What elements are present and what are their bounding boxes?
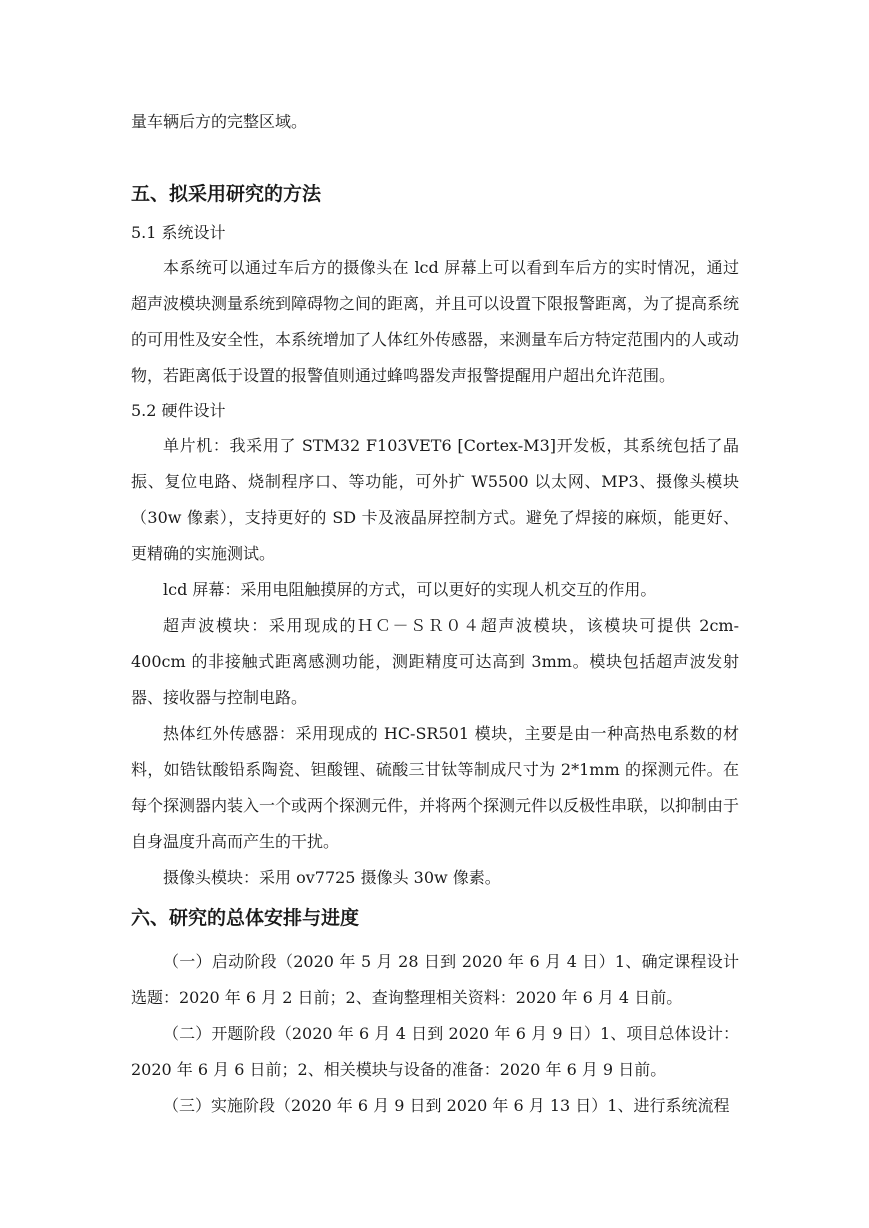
lcd-paragraph: lcd 屏幕：采用电阻触摸屏的方式，可以更好的实现人机交互的作用。 <box>163 580 657 599</box>
schedule-stage-3-paragraph: （三）实施阶段（2020 年 6 月 9 日到 2020 年 6 月 13 日）1、进行系统流程 <box>163 1096 730 1115</box>
document-body <box>131 104 739 1124</box>
system-design-paragraph: 本系统可以通过车后方的摄像头在 lcd 屏幕上可以看到车后方的实时情况，通过超声波模块测量系统到障碍物之间的距离，并且可以设置下限报警距离，为了提高系统的可用性及安全性，本系统增加了人体红外传感器，来测量车后方特定范围内的人或动物，若距离低于设置的报警值则通过蜂鸣器发声报警提醒用户超出允许范围。 <box>131 258 740 385</box>
section-6-title: 六、研究的总体安排与进度 <box>131 907 360 929</box>
infrared-sensor-paragraph: 热体红外传感器：采用现成的 HC-SR501 模块，主要是由一种高热电系数的材料，如锆钛酸铅系陶瓷、钽酸锂、硫酸三甘钛等制成尺寸为 2*1mm 的探测元件。在每个探测器内装入一个或两个探测元件，并将两个探测元件以反极性串联，以抑制由于自身温度升高而产生的干扰。 <box>131 724 740 851</box>
mcu-paragraph: 单片机：我采用了 STM32 F103VET6 [Cortex-M3]开发板，其系统包括了晶振、复位电路、烧制程序口、等功能，可外扩 W5500 以太网、MP3、摄像头模块（30w 像素），支持更好的 SD 卡及液晶屏控制方式。避免了焊接的麻烦，能更好、更精确的实施测试。 <box>131 436 739 563</box>
camera-paragraph: 摄像头模块：采用 ov7725 摄像头 30w 像素。 <box>163 868 501 887</box>
intro-tail-paragraph: 量车辆后方的完整区域。 <box>131 112 308 131</box>
ultrasonic-paragraph: 超声波模块：采用现成的ＨＣ－ＳＲ０４超声波模块，该模块可提供 2cm-400cm 的非接触式距离感测功能，测距精度可达高到 3mm。模块包括超声波发射器、接收器与控制电路。 <box>131 616 739 707</box>
schedule-stage-2-paragraph: （二）开题阶段（2020 年 6 月 4 日到 2020 年 6 月 9 日）1、项目总体设计：2020 年 6 月 6 日前；2、相关模块与设备的准备：2020 年 6 月 9 日前。 <box>131 1024 739 1079</box>
subsection-5-2-title: 5.2 硬件设计 <box>131 401 226 420</box>
subsection-5-1-title: 5.1 系统设计 <box>131 223 226 242</box>
schedule-stage-1-paragraph: （一）启动阶段（2020 年 5 月 28 日到 2020 年 6 月 4 日）1、确定课程设计选题：2020 年 6 月 2 日前；2、查询整理相关资料：2020 年 6 月 4 日前。 <box>131 952 739 1007</box>
section-5-title: 五、拟采用研究的方法 <box>131 183 322 205</box>
